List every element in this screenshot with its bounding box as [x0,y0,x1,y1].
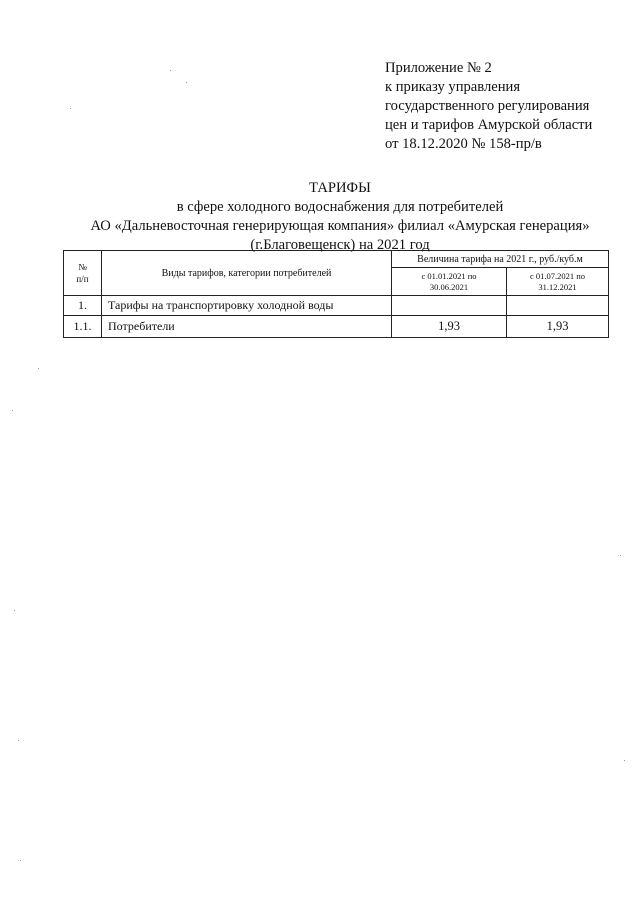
document-title: ТАРИФЫ [309,180,371,196]
scan-speck [624,760,625,761]
scan-speck [14,610,15,611]
row-name: Потребители [102,316,392,338]
header-period-line: 31.12.2021 [538,281,577,292]
scan-speck [38,368,39,369]
appendix-block [385,59,592,154]
row-value-period-2 [507,296,609,316]
header-number-line: № [78,262,87,272]
appendix-line: Приложение № 2 [385,60,492,76]
header-period-line: с 01.07.2021 по [529,270,586,281]
scan-speck [170,70,171,71]
document-heading [60,179,620,255]
header-period-2 [507,268,609,296]
row-name: Тарифы на транспортировку холодной воды [102,296,392,316]
header-number-line: п/п [76,274,89,284]
heading-line: в сфере холодного водоснабжения для потребителей [176,199,504,215]
row-number: 1. [64,296,102,316]
header-period-line: 30.06.2021 [429,281,469,292]
scan-speck [20,860,21,861]
row-number: 1.1. [64,316,102,338]
table-header-row [64,251,609,268]
scan-speck [18,740,19,741]
appendix-line: к приказу управления [385,79,521,95]
scan-speck [12,410,13,411]
appendix-line: цен и тарифов Амурской области [385,117,593,133]
row-value-period-1: 1,93 [392,316,507,338]
heading-line: АО «Дальневосточная генерирующая компания» филиал «Амурская генерация» [90,218,590,234]
table-row [64,316,609,338]
scan-speck [70,108,71,109]
scan-speck [186,82,187,83]
appendix-line: государственного регулирования [385,98,590,114]
scan-speck [620,555,621,556]
table-row [64,296,609,316]
header-period-1 [392,268,507,296]
header-tariff-value: Величина тарифа на 2021 г., руб./куб.м [392,251,609,268]
row-value-period-2: 1,93 [507,316,609,338]
header-number [64,251,102,296]
tariffs-table [63,250,609,338]
header-tariff-type: Виды тарифов, категории потребителей [102,251,392,296]
row-value-period-1 [392,296,507,316]
heading-line: (г.Благовещенск) на 2021 год [250,237,430,253]
appendix-line: от 18.12.2020 № 158-пр/в [385,136,542,152]
header-period-line: с 01.01.2021 по [421,270,477,281]
